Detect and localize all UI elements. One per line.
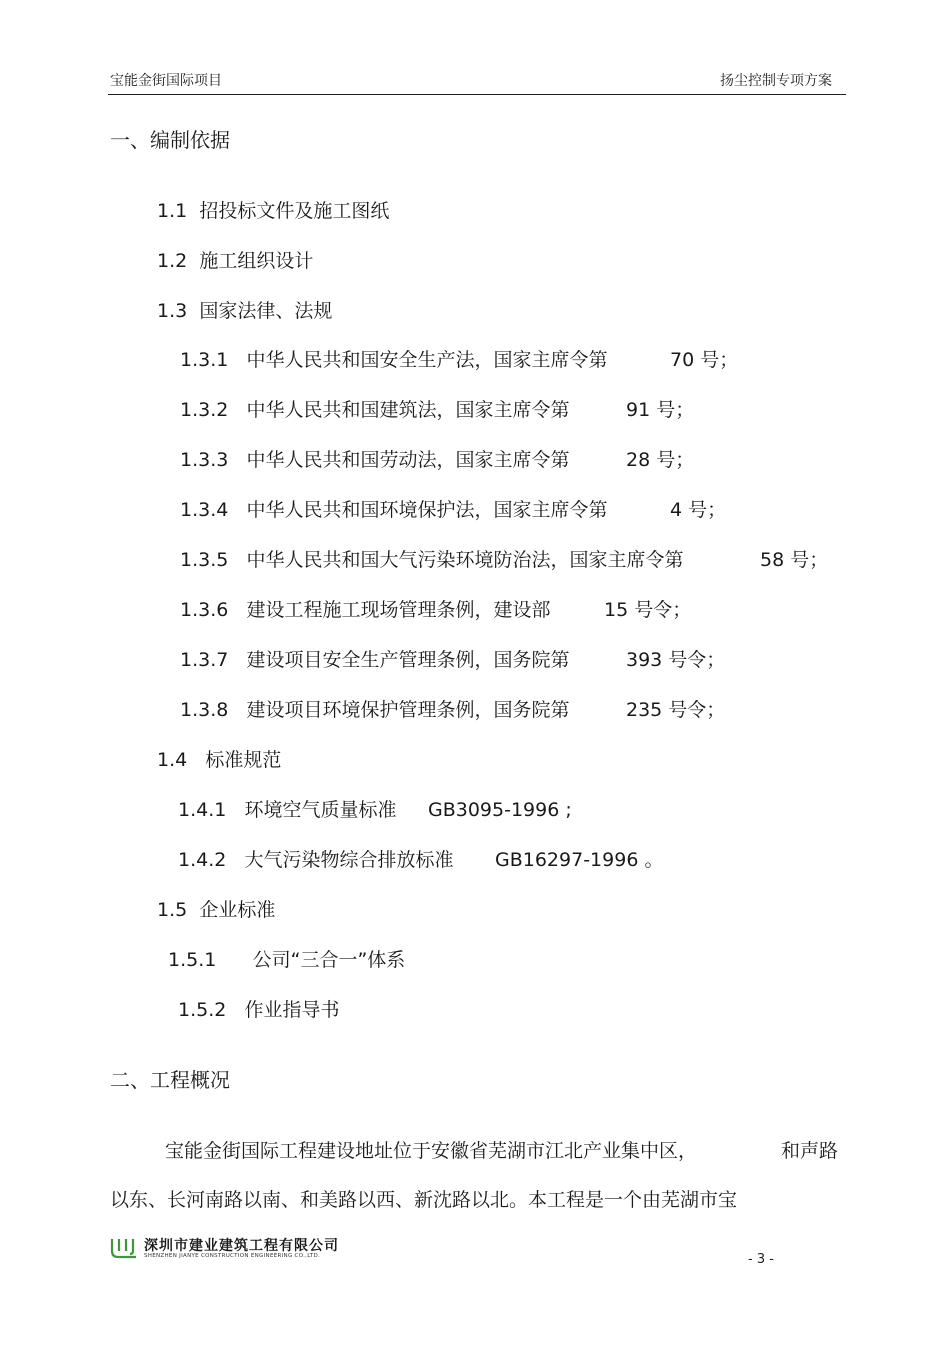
item-text: 建设项目安全生产管理条例，国务院第 bbox=[246, 649, 570, 671]
list-item bbox=[168, 948, 405, 972]
list-item bbox=[180, 648, 570, 672]
item-number: 1.3.3 bbox=[180, 449, 229, 471]
item-text: 作业指导书 bbox=[244, 999, 340, 1021]
item-number: 1.4.2 bbox=[178, 849, 227, 871]
list-item bbox=[178, 848, 454, 872]
item-number: 1.3.7 bbox=[180, 649, 229, 671]
item-number: 1.4.1 bbox=[178, 799, 227, 821]
list-item bbox=[180, 498, 608, 522]
list-item bbox=[178, 998, 340, 1022]
header-divider bbox=[108, 94, 846, 95]
item-number: 1.3.6 bbox=[180, 599, 229, 621]
item-ordinance-number: 393 号令； bbox=[626, 649, 726, 671]
list-item bbox=[180, 398, 570, 422]
company-logo bbox=[110, 1235, 350, 1265]
item-ordinance-number: 91 号； bbox=[626, 399, 695, 421]
company-logo-mark-icon bbox=[110, 1237, 138, 1259]
list-item bbox=[157, 199, 389, 223]
company-name-cn: 深圳市建业建筑工程有限公司 bbox=[144, 1238, 339, 1254]
item-number: 1.5.2 bbox=[178, 999, 227, 1021]
item-text: 招投标文件及施工图纸 bbox=[199, 200, 390, 222]
item-ordinance-number: 28 号； bbox=[626, 449, 695, 471]
item-standard-code: GB16297-1996 。 bbox=[495, 849, 664, 871]
item-number: 1.3 bbox=[157, 300, 188, 322]
item-text: 施工组织设计 bbox=[199, 250, 314, 272]
item-number: 1.4 bbox=[157, 749, 188, 771]
item-text: 环境空气质量标准 bbox=[244, 799, 397, 821]
item-standard-code: GB3095-1996 ; bbox=[428, 799, 572, 821]
item-text: 中华人民共和国建筑法，国家主席令第 bbox=[246, 399, 570, 421]
item-number: 1.1 bbox=[157, 200, 188, 222]
list-item bbox=[178, 798, 397, 822]
paragraph-line: 和声路 bbox=[781, 1140, 839, 1162]
item-number: 1.3.8 bbox=[180, 699, 229, 721]
header-project-name: 宝能金街国际项目 bbox=[110, 73, 222, 89]
item-number: 1.5 bbox=[157, 899, 188, 921]
item-ordinance-number: 58 号； bbox=[760, 549, 829, 571]
item-number: 1.3.2 bbox=[180, 399, 229, 421]
item-ordinance-number: 235 号令； bbox=[626, 699, 726, 721]
item-number: 1.3.4 bbox=[180, 499, 229, 521]
list-item bbox=[157, 249, 313, 273]
item-number: 1.5.1 bbox=[168, 949, 217, 971]
item-text: 标准规范 bbox=[205, 749, 282, 771]
paragraph-line: 宝能金街国际工程建设地址位于安徽省芜湖市江北产业集中区， bbox=[165, 1140, 698, 1162]
list-item bbox=[180, 548, 684, 572]
item-text: 建设项目环境保护管理条例，国务院第 bbox=[246, 699, 570, 721]
item-number: 1.3.1 bbox=[180, 349, 229, 371]
item-number: 1.2 bbox=[157, 250, 188, 272]
item-text: 企业标准 bbox=[199, 899, 276, 921]
item-text: 中华人民共和国大气污染环境防治法，国家主席令第 bbox=[246, 549, 684, 571]
item-text: 大气污染物综合排放标准 bbox=[244, 849, 454, 871]
item-text: 中华人民共和国劳动法，国家主席令第 bbox=[246, 449, 570, 471]
item-number: 1.3.5 bbox=[180, 549, 229, 571]
item-ordinance-number: 70 号； bbox=[670, 349, 739, 371]
item-ordinance-number: 4 号； bbox=[670, 499, 727, 521]
list-item bbox=[157, 299, 332, 323]
item-ordinance-number: 15 号令； bbox=[604, 599, 692, 621]
list-item bbox=[180, 448, 570, 472]
list-item bbox=[180, 698, 570, 722]
list-item bbox=[157, 898, 275, 922]
item-text: 国家法律、法规 bbox=[199, 300, 333, 322]
list-item bbox=[157, 748, 281, 772]
list-item bbox=[180, 348, 608, 372]
item-text: 公司“三合一”体系 bbox=[252, 949, 406, 971]
item-text: 建设工程施工现场管理条例，建设部 bbox=[246, 599, 551, 621]
section-heading-basis: 一、编制依据 bbox=[110, 128, 230, 152]
section-heading-overview: 二、工程概况 bbox=[110, 1068, 230, 1092]
paragraph-line: 以东、长河南路以南、和美路以西、新沈路以北。本工程是一个由芜湖市宝 bbox=[110, 1189, 738, 1211]
item-text: 中华人民共和国环境保护法，国家主席令第 bbox=[246, 499, 608, 521]
item-text: 中华人民共和国安全生产法，国家主席令第 bbox=[246, 349, 608, 371]
page-number: - 3 - bbox=[748, 1252, 774, 1267]
list-item bbox=[180, 598, 551, 622]
company-name-en: SHENZHEN JIANYE CONSTRUCTION ENGINEERING CO.,LTD. bbox=[144, 1253, 321, 1259]
header-document-title: 扬尘控制专项方案 bbox=[720, 73, 832, 89]
